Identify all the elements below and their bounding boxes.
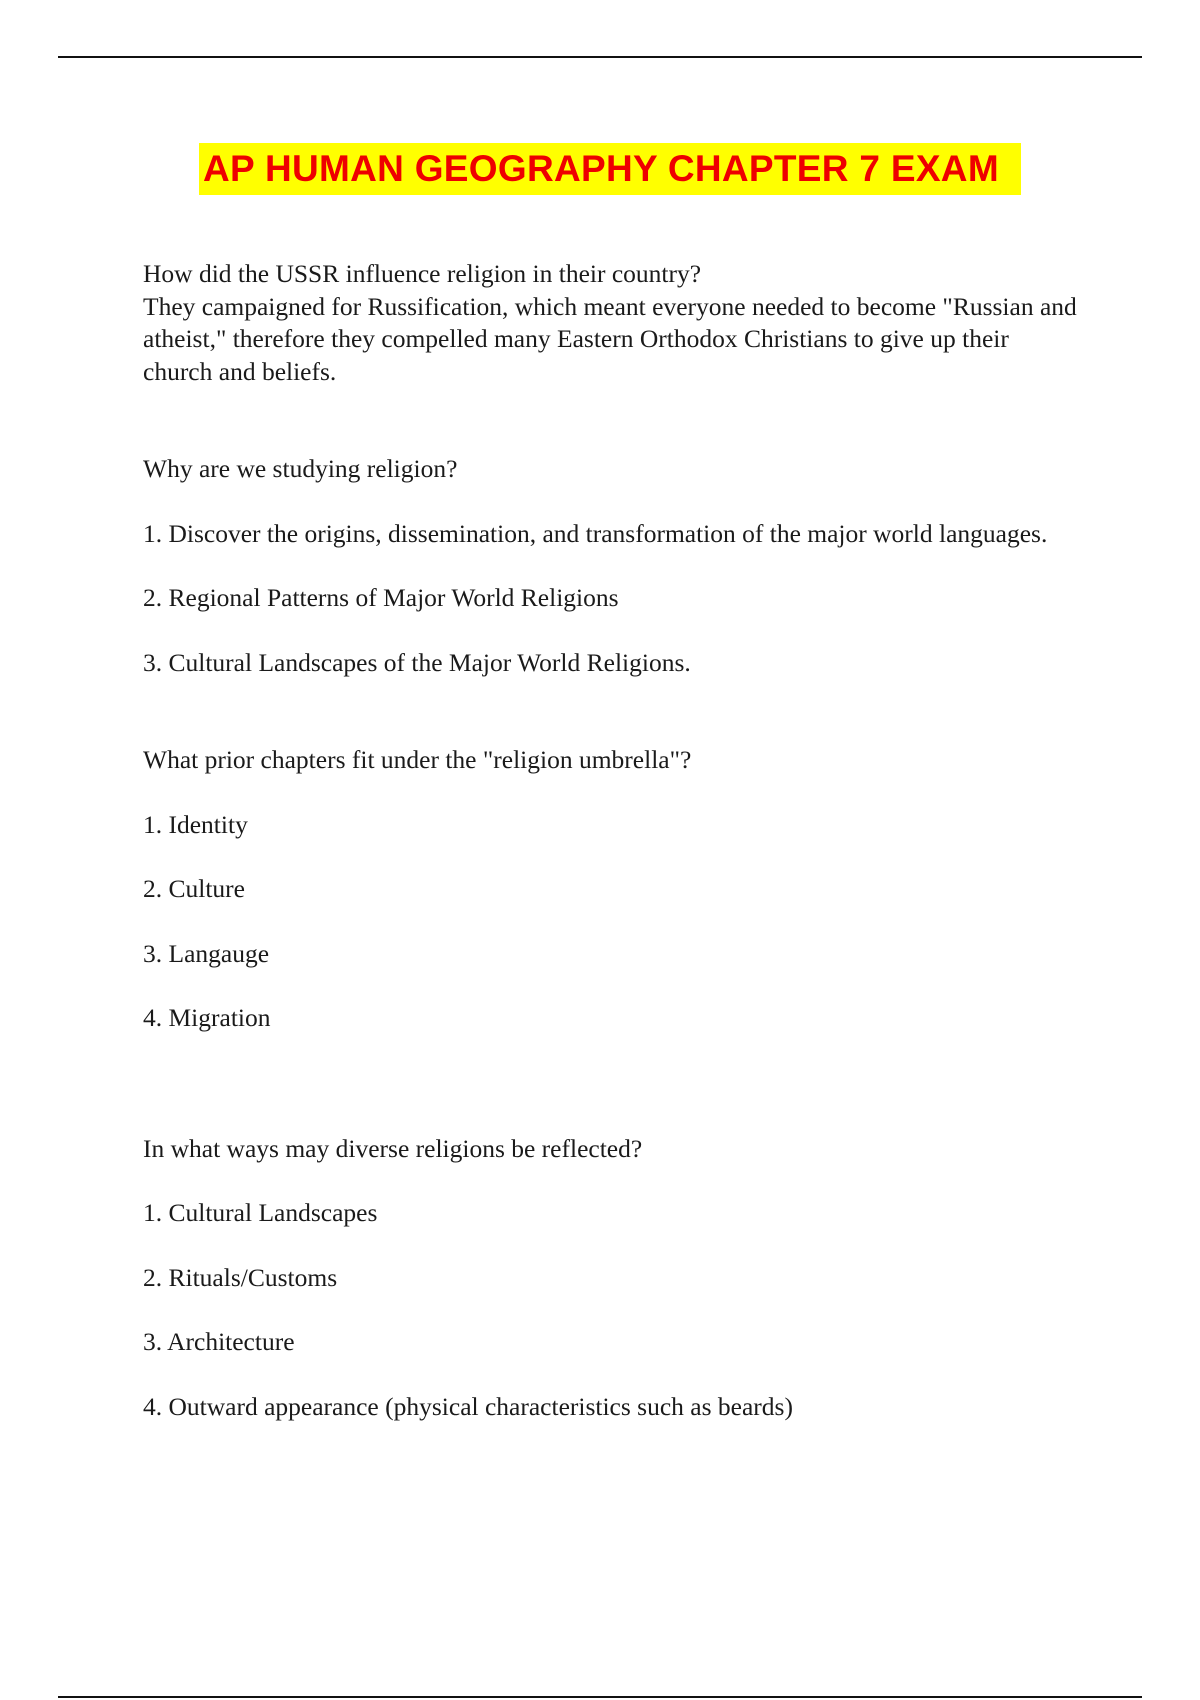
question-3: What prior chapters fit under the "religion umbrella"? [143,745,692,774]
list-item: 3. Cultural Landscapes of the Major World Religions. [143,647,691,677]
list-item: 4. Migration [143,1003,271,1032]
list-item: 2. Rituals/Customs [143,1262,338,1292]
question-1: How did the USSR influence religion in their country? [143,259,702,288]
document-body [143,258,1083,1423]
list-item: 1. Identity [143,809,248,839]
list-item: 3. Architecture [143,1327,295,1356]
document-title: AP HUMAN GEOGRAPHY CHAPTER 7 EXAM [199,143,1021,195]
title-container [0,143,1200,195]
answer-1: They campaigned for Russification, which meant everyone needed to become "Russian and atheist," therefore they compelled many Eastern Orthodox Christians to give up their church and beliefs. [143,291,1077,386]
list-item: 1. Cultural Landscapes [143,1198,378,1227]
list-item: 3. Langauge [143,938,270,968]
list-item: 1. Discover the origins, dissemination, and transformation of the major world languages. [143,518,1048,548]
header-rule [58,56,1142,58]
list-item: 4. Outward appearance (physical characteristics such as beards) [143,1391,793,1421]
list-item: 2. Culture [143,874,245,903]
footer-rule [58,1696,1142,1698]
question-2: Why are we studying religion? [143,454,458,483]
list-item: 2. Regional Patterns of Major World Religions [143,583,619,612]
question-4: In what ways may diverse religions be reflected? [143,1133,643,1163]
